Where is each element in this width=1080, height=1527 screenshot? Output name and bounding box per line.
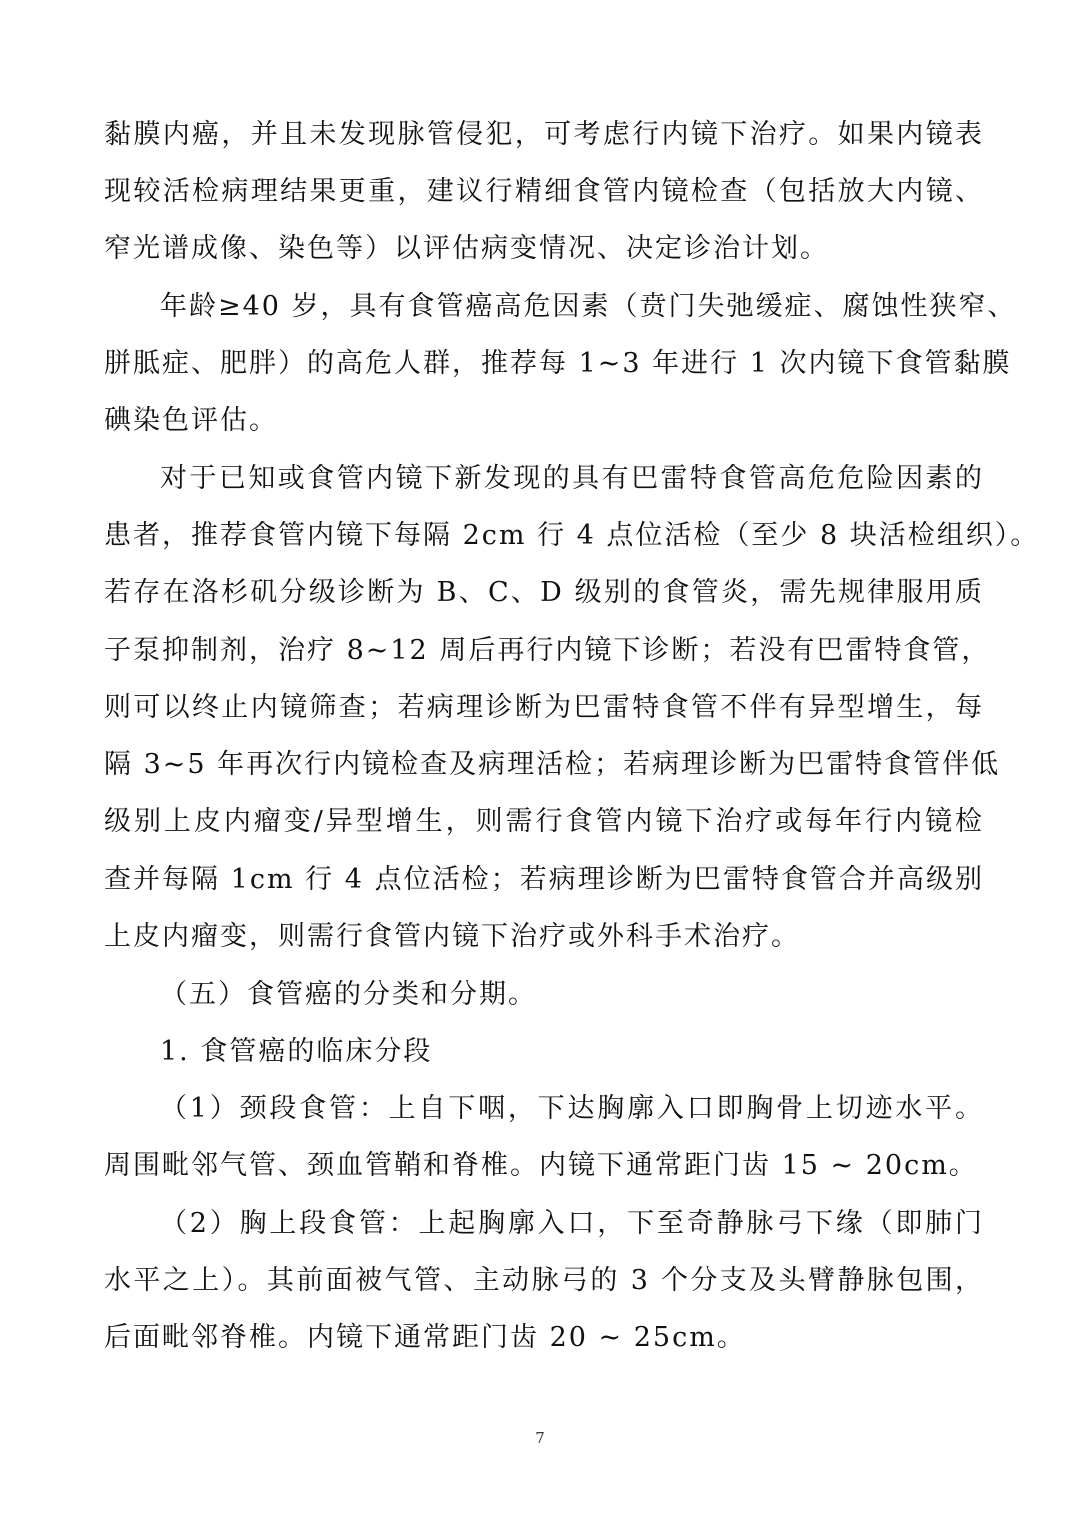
text-line: 黏膜内癌，并且未发现脉管侵犯，可考虑行内镜下治疗。如果内镜表 [104,119,984,150]
text-line: 上皮内瘤变，则需行食管内镜下治疗或外科手术治疗。 [104,921,800,952]
text-line: 水平之上）。其前面被气管、主动脉弓的 3 个分支及头臂静脉包围， [104,1265,984,1296]
subsection-heading: 1. 食管癌的临床分段 [160,1036,433,1067]
page-number: 7 [535,1429,545,1447]
text-line: 周围毗邻气管、颈血管鞘和脊椎。内镜下通常距门齿 15 ~ 20cm。 [104,1150,978,1181]
text-line: 则可以终止内镜筛查；若病理诊断为巴雷特食管不伴有异型增生，每 [104,692,984,723]
text-line: 窄光谱成像、染色等）以评估病变情况、决定诊治计划。 [104,233,829,264]
text-line: 对于已知或食管内镜下新发现的具有巴雷特食管高危危险因素的 [160,463,984,494]
text-line: 碘染色评估。 [104,405,278,436]
section-heading: （五）食管癌的分类和分期。 [160,979,537,1010]
text-line: 现较活检病理结果更重，建议行精细食管内镜检查（包括放大内镜、 [104,176,984,207]
text-line: 查并每隔 1cm 行 4 点位活检；若病理诊断为巴雷特食管合并高级别 [104,864,984,895]
text-line: 胼胝症、肥胖）的高危人群，推荐每 1~3 年进行 1 次内镜下食管黏膜 [104,348,1012,379]
text-line: （1）颈段食管：上自下咽，下达胸廓入口即胸骨上切迹水平。 [160,1093,984,1124]
text-line: 子泵抑制剂，治疗 8~12 周后再行内镜下诊断；若没有巴雷特食管， [104,635,991,666]
text-line: （2）胸上段食管：上起胸廓入口，下至奇静脉弓下缘（即肺门 [160,1208,984,1239]
text-line: 患者，推荐食管内镜下每隔 2cm 行 4 点位活检（至少 8 块活检组织）。 [104,520,1040,551]
text-line: 级别上皮内瘤变/异型增生，则需行食管内镜下治疗或每年行内镜检 [104,806,984,837]
text-line: 若存在洛杉矶分级诊断为 B、C、D 级别的食管炎，需先规律服用质 [104,577,984,608]
text-line: 隔 3~5 年再次行内镜检查及病理活检；若病理诊断为巴雷特食管伴低 [104,749,1001,780]
text-line: 年龄≥40 岁，具有食管癌高危因素（贲门失弛缓症、腐蚀性狭窄、 [160,291,1017,322]
text-line: 后面毗邻脊椎。内镜下通常距门齿 20 ~ 25cm。 [104,1322,746,1353]
